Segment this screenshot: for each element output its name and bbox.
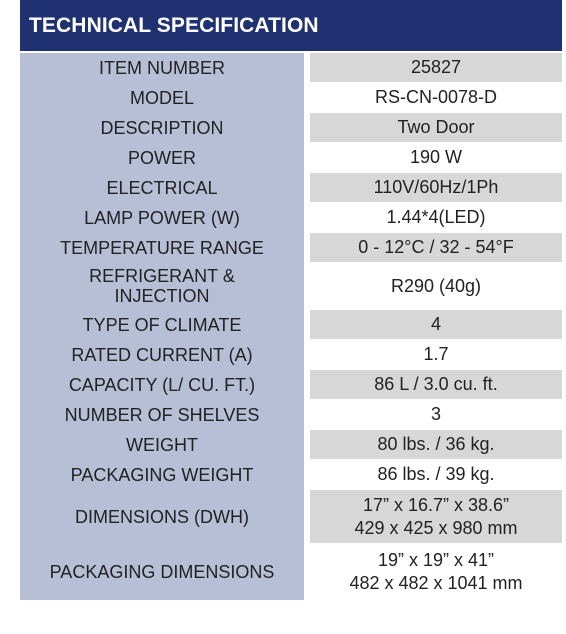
spec-value: 1.7 <box>310 340 562 369</box>
spec-label: NUMBER OF SHELVES <box>20 400 304 429</box>
spec-label: MODEL <box>20 83 304 112</box>
spec-value: 25827 <box>310 53 562 82</box>
spec-label: POWER <box>20 143 304 172</box>
spec-value-line: 429 x 425 x 980 mm <box>354 517 518 538</box>
spec-value: 1.44*4(LED) <box>310 203 562 232</box>
spec-value: Two Door <box>310 113 562 142</box>
spec-label: PACKAGING DIMENSIONS <box>20 544 304 600</box>
spec-value: R290 (40g) <box>310 263 562 309</box>
spec-label: ITEM NUMBER <box>20 53 304 82</box>
spec-row <box>20 544 562 600</box>
spec-label: TEMPERATURE RANGE <box>20 233 304 262</box>
spec-value: 110V/60Hz/1Ph <box>310 173 562 202</box>
spec-value-line: 17” x 16.7” x 38.6” <box>362 494 510 515</box>
spec-row <box>20 173 562 202</box>
spec-row <box>20 460 562 489</box>
spec-value-line: 482 x 482 x 1041 mm <box>349 573 523 593</box>
spec-row <box>20 490 562 543</box>
spec-label: ELECTRICAL <box>20 173 304 202</box>
spec-row <box>20 340 562 369</box>
spec-row <box>20 310 562 339</box>
spec-value: 86 L / 3.0 cu. ft. <box>310 370 562 399</box>
spec-row <box>20 83 562 112</box>
spec-sheet <box>20 0 562 600</box>
spec-row <box>20 143 562 172</box>
spec-label-line: REFRIGERANT & <box>89 266 235 286</box>
spec-value-line: 19” x 19” x 41” <box>377 550 495 570</box>
spec-label: LAMP POWER (W) <box>20 203 304 232</box>
spec-table <box>20 53 562 600</box>
spec-value: 86 lbs. / 39 kg. <box>310 460 562 489</box>
spec-row <box>20 233 562 262</box>
spec-row <box>20 400 562 429</box>
spec-value: 190 W <box>310 143 562 172</box>
spec-label <box>20 263 304 309</box>
spec-row <box>20 113 562 142</box>
spec-label: TYPE OF CLIMATE <box>20 310 304 339</box>
spec-value: 3 <box>310 400 562 429</box>
spec-label: DESCRIPTION <box>20 113 304 142</box>
spec-label: RATED CURRENT (A) <box>20 340 304 369</box>
spec-label: DIMENSIONS (DWH) <box>20 490 304 543</box>
spec-row <box>20 53 562 82</box>
spec-title: TECHNICAL SPECIFICATION <box>20 0 562 51</box>
spec-row <box>20 430 562 459</box>
spec-value: 0 - 12°C / 32 - 54°F <box>310 233 562 262</box>
spec-label: CAPACITY (L/ CU. FT.) <box>20 370 304 399</box>
spec-row <box>20 203 562 232</box>
spec-label: WEIGHT <box>20 430 304 459</box>
spec-value <box>310 544 562 600</box>
spec-value <box>310 490 562 543</box>
spec-value: 80 lbs. / 36 kg. <box>310 430 562 459</box>
spec-label: PACKAGING WEIGHT <box>20 460 304 489</box>
spec-table-body <box>20 53 562 600</box>
spec-value: 4 <box>310 310 562 339</box>
spec-row <box>20 263 562 309</box>
spec-value: RS-CN-0078-D <box>310 83 562 112</box>
spec-label-line: INJECTION <box>114 286 210 306</box>
spec-row <box>20 370 562 399</box>
